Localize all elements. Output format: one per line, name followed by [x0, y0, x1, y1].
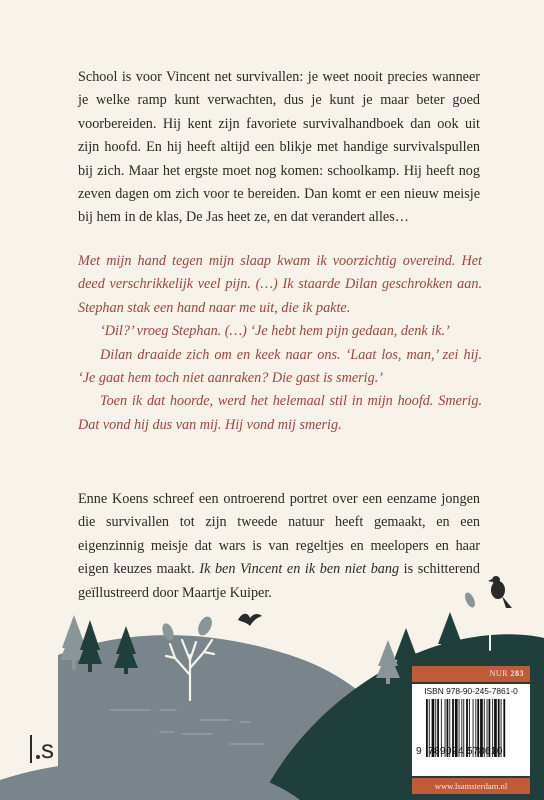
tree-icon	[436, 612, 464, 662]
barcode-rest-digits: 789024 578610	[428, 746, 503, 757]
blurb-top-text: School is voor Vincent net survivallen: je weet nooit precies wanneer je welke ramp kunt verwachten, dus je kunt je maar beter goed voorbereiden. Hij kent zijn favoriete survivalhandboek dan ook uit zijn hoofd. En hij heeft altijd een blikje met handige survivalspullen bij zich. Maar het ergste moet nog komen: schoolkamp. Hij heeft nog zeven dagen om zich voor te bereiden. Dan komt er een nieuw meisje bij hem in de klas, De Jas heet ze, en dat verandert alles…	[78, 69, 480, 226]
book-excerpt	[78, 250, 482, 437]
bird-icon	[238, 614, 262, 626]
book-title: Ik ben Vincent en ik ben niet bang	[199, 561, 400, 578]
tree-icon	[114, 626, 138, 674]
nur-prefix: NUR	[489, 669, 508, 678]
blurb-bottom-after: is schitterend geïllustreerd door Maartje Kuiper.	[78, 561, 480, 601]
excerpt-paragraph-2: ‘Dil?’ vroeg Stephan. (…) ‘Je hebt hem pijn gedaan, denk ik.’	[100, 323, 450, 340]
blurb-top	[78, 66, 480, 230]
publisher-website[interactable]: www.lsamsterdam.nl	[412, 778, 530, 794]
blurb-bottom-before: Enne Koens schreef een ontroerend portret over een eenzame jongen die survivallen tot zijn tweede natuur heeft gemaakt, en een eigenzinnig meisje dat wars is van regeltjes en meelopers en haar eigen keuzes maakt.	[78, 491, 480, 578]
barcode-first-digit: 9	[416, 746, 422, 757]
nur-code: 283	[510, 669, 524, 678]
isbn-number: ISBN 978-90-245-7861-0	[424, 686, 518, 696]
nur-label	[412, 666, 530, 682]
logo-bar	[30, 735, 32, 763]
excerpt-paragraph-3: Dilan draaide zich om en keek naar ons. ‘Laat los, man,’ zei hij. ‘Je gaat hem toch niet aanraken? Die gast is smerig.’	[78, 346, 482, 387]
excerpt-paragraph-4: Toen ik dat hoorde, werd het helemaal stil in mijn hoofd. Smerig. Dat vond hij dus van mij. Hij vond mij smerig.	[78, 393, 482, 433]
crow-icon	[488, 576, 512, 608]
logo-letter: s	[41, 734, 54, 764]
excerpt-paragraph-1: Met mijn hand tegen mijn slaap kwam ik voorzichtig overeind. Het deed verschrikkelijk veel pijn. (…) Ik staarde Dilan geschrokken aan. Stephan stak een hand naar me uit, die ik pakte.	[78, 253, 482, 316]
barcode-box	[412, 684, 530, 776]
logo-dot	[36, 755, 40, 759]
tree-icon	[376, 640, 400, 684]
